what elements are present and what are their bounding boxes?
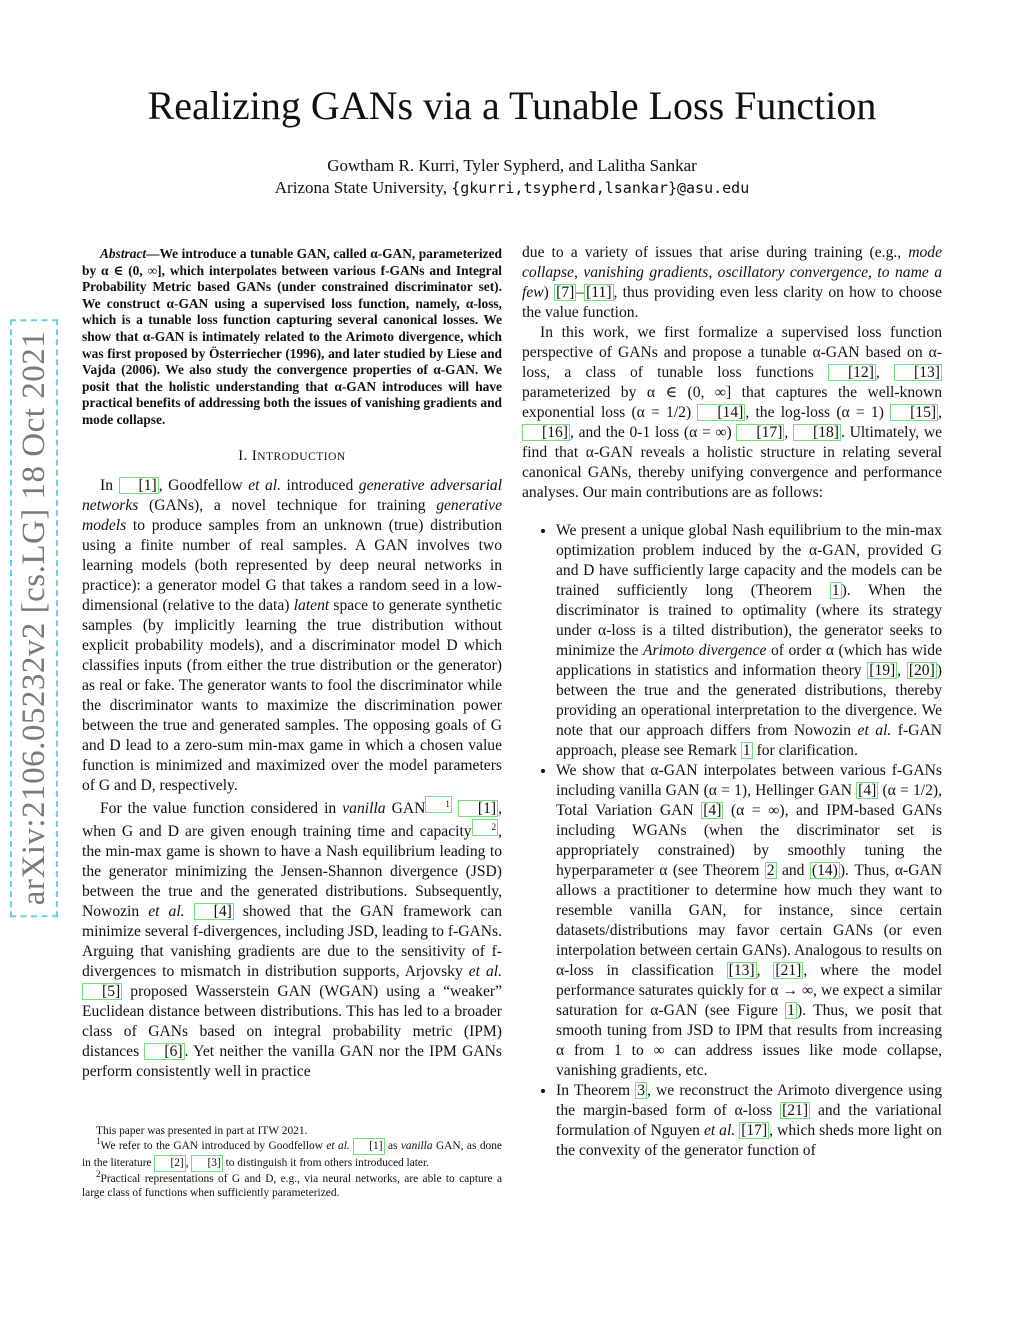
citation-link[interactable]: [1] (458, 800, 498, 817)
list-item: • In Theorem 3 , we reconstruct the Arimoto divergence using the margin-based form of α-loss [21] and the variational formulation of Nguyen et al. [17] , which sheds more light on the convexity of the generator function of (556, 1081, 942, 1161)
citation-link[interactable]: [13] (894, 364, 942, 381)
footnote-presentation: This paper was presented in part at ITW 2021. (96, 1125, 308, 1137)
citation-link[interactable]: [11] (586, 284, 612, 301)
intro-paragraph-1: In [1] , Goodfellow et al. introduced generative adversarial networks (GANs), a novel technique for training generative models to produce samples from an unknown (true) distribution using a finite number of real samples. A GAN involves two learning models (both represented by deep neural networks in practice): a generator model G that takes a random seed in a low-dimensional (relative to the data) latent space to generate synthetic samples (by implicitly learning the true distribution without explicit probability models), and a discriminator model D which classifies inputs (from either the true distribution or the generator) as real or fake. The generator wants to fool the discriminator while the discriminator wants to maximize the discrimination power between the true and generated samples. The opposing goals of G and D lead to a zero-sum min-max game in which a chosen value function is minimized and maximized over the model parameters of G and D, respectively. (82, 476, 503, 794)
theorem-link[interactable]: 3 (637, 1082, 646, 1099)
figure-link[interactable]: 1 (787, 1002, 795, 1019)
contributions-list (522, 521, 942, 1161)
section-rest: NTRODUCTION (257, 450, 346, 463)
paper-title: Realizing GANs via a Tunable Loss Function (147, 83, 877, 128)
author-list: Gowtham R. Kurri, Tyler Sypherd, and Lalitha Sankar (327, 156, 697, 175)
citation-link[interactable]: [16] (522, 424, 570, 441)
footnote-link-1[interactable]: 1 (425, 796, 452, 813)
abstract-text: —We introduce a tunable GAN, called α-GAN, parameterized by α ∈ (0, ∞], which interpolates between various f-GANs and Integral Probability Metric based GANs (under constrained discriminator set). We construct α-GAN using a supervised loss function, namely, α-loss, which is a tunable loss function capturing several canonical losses. We show that α-GAN is intimately related to the Arimoto divergence, which was first proposed by Österriecher (1996), and later studied by Liese and Vajda (2006). We also study the convergence properties of α-GAN. We posit that the holistic understanding that α-GAN introduces will have practical benefits of addressing both the issues of vanishing gradients and mode collapse. (82, 246, 502, 427)
section-heading-introduction (82, 446, 502, 467)
citation-link[interactable]: [17] (741, 1122, 768, 1139)
abstract (82, 246, 502, 429)
right-paragraph-2: In this work, we first formalize a supervised loss function perspective of GANs and propose a tunable α-GAN based on α-loss, a class of tunable loss functions [12] , [13] parameterized by α ∈ (0, ∞] that captures the well-known exponential loss (α = 1/2) [14] , the log-loss (α = 1) [15] , [16] , and the 0-1 loss (α = ∞) [17] , [18] . Ultimately, we find that α-GAN reveals a holistic structure in relating several canonical GANs, thereby unifying convergence and performance analyses. Our main contributions are as follows: (522, 324, 943, 501)
citation-link[interactable]: [1] (353, 1138, 384, 1155)
citation-link[interactable]: [2] (154, 1155, 185, 1172)
citation-link[interactable]: [7] (556, 284, 575, 301)
section-initial: I (251, 447, 258, 464)
affiliation (0, 177, 1024, 199)
author-emails[interactable]: {gkurri,tsypherd,lsankar}@asu.edu (451, 179, 750, 197)
affiliation-text: Arizona State University, (274, 178, 452, 197)
citation-link[interactable]: [21] (782, 1102, 809, 1119)
left-column (82, 246, 502, 1082)
citation-link[interactable]: [13] (728, 962, 755, 979)
section-numeral: I. (238, 447, 252, 464)
theorem-link[interactable]: 1 (831, 582, 840, 599)
equation-link[interactable]: (14) (811, 862, 838, 879)
citation-link[interactable]: [12] (828, 364, 876, 381)
citation-link[interactable]: [15] (890, 404, 938, 421)
right-column (522, 243, 942, 1161)
arxiv-sidebar (8, 318, 60, 918)
citation-link[interactable]: [19] (869, 662, 896, 679)
intro-paragraph-2: For the value function considered in vanilla GAN $^1$ [1] , when G and D are given enough training time and capacity $^2$ , the min-max game is shown to have a Nash equilibrium leading to the generator minimizing the Jensen-Shannon divergence (JSD) between the true and the generated distributions. Subsequently, Nowozin et al. [4] showed that the GAN framework can minimize several f-divergences, including JSD, leading to f-GANs. Arguing that vanishing gradients are due to the sensitivity of f-divergences to mismatch in distribution supports, Arjovsky et al. [5] proposed Wasserstein GAN (WGAN) using a “weaker” Euclidean distance between distributions. This has led to a broader class of GANs based on integral probability metric (IPM) distances [6] . Yet neither the vanilla GAN nor the IPM GANs perform consistently well in practice (82, 796, 502, 1082)
citation-link[interactable]: [18] (793, 424, 841, 441)
citation-link[interactable]: [1] (119, 477, 159, 494)
citation-link[interactable]: [14] (697, 404, 745, 421)
arxiv-identifier[interactable]: arXiv:2106.05232v2 [cs.LG] 18 Oct 2021 (10, 319, 58, 917)
citation-link[interactable]: [5] (82, 983, 122, 1000)
theorem-link[interactable]: 2 (766, 862, 775, 879)
citation-link[interactable]: [20] (908, 662, 935, 679)
remark-link[interactable]: 1 (742, 742, 751, 759)
list-item: • We show that α-GAN interpolates between various f-GANs including vanilla GAN (α = 1), Hellinger GAN [4] (α = 1/2), Total Variation GAN [4] (α = ∞), and IPM-based GANs including WGANs (when the discriminator set is appropriately constrained) by smoothly tuning the hyperparameter α (see Theorem 2 and (14) ). Thus, α-GAN allows a practitioner to determine how much they want to resemble vanilla GAN, for instance, since certain datasets/distributions may favor certain GANs (or even interpolation between certain GANs). Analogous to results on α-loss in classification [13] , [21] , where the model performance saturates quickly for α → ∞, we expect a similar saturation for α-GAN (see Figure 1 ). Thus, we posit that smooth tuning from JSD to IPM that results from increasing α from 1 to ∞ can address issues like mode collapse, vanishing gradients, etc. (556, 761, 942, 1081)
footnote-2: $^2$Practical representations of G and D, e.g., via neural networks, are able to capture a large class of functions when sufficiently parameterized. (82, 1169, 502, 1200)
citation-link[interactable]: [4] (858, 782, 877, 799)
citation-link[interactable]: [3] (191, 1155, 222, 1172)
footnotes (82, 1124, 502, 1201)
footnote-link-2[interactable]: 2 (472, 819, 499, 836)
citation-link[interactable]: [4] (194, 903, 234, 920)
citation-link[interactable]: [17] (736, 424, 784, 441)
citation-link[interactable]: [4] (703, 802, 722, 819)
footnote-1: $^1$We refer to the GAN introduced by Goodfellow et al. [1] as vanilla GAN, as done in the literature [2] , [3] to distinguish it from others introduced later. (82, 1138, 502, 1172)
citation-link[interactable]: [6] (144, 1043, 184, 1060)
list-item: • We present a unique global Nash equilibrium to the min-max optimization problem induced by the α-GAN, provided G and D have sufficiently large capacity and the models can be trained sufficiently long (Theorem 1 ). When the discriminator is trained to optimality (where its strategy under α-loss is a tilted distribution), the generator seeks to minimize the Arimoto divergence of order α (which has wide applications in statistics and information theory [19] , [20] ) between the true and the generated distributions, thereby providing an operational interpretation to the divergence. We note that our approach differs from Nowozin et al. f-GAN approach, please see Remark 1 for clarification. (556, 521, 942, 761)
citation-link[interactable]: [21] (775, 962, 802, 979)
right-paragraph-1: due to a variety of issues that arise during training (e.g., mode collapse, vanishing gradients, oscillatory convergence, to name a few) [7] – [11] , thus providing even less clarity on how to choose the value function. (522, 244, 943, 321)
abstract-lead: Abstract (100, 246, 147, 261)
